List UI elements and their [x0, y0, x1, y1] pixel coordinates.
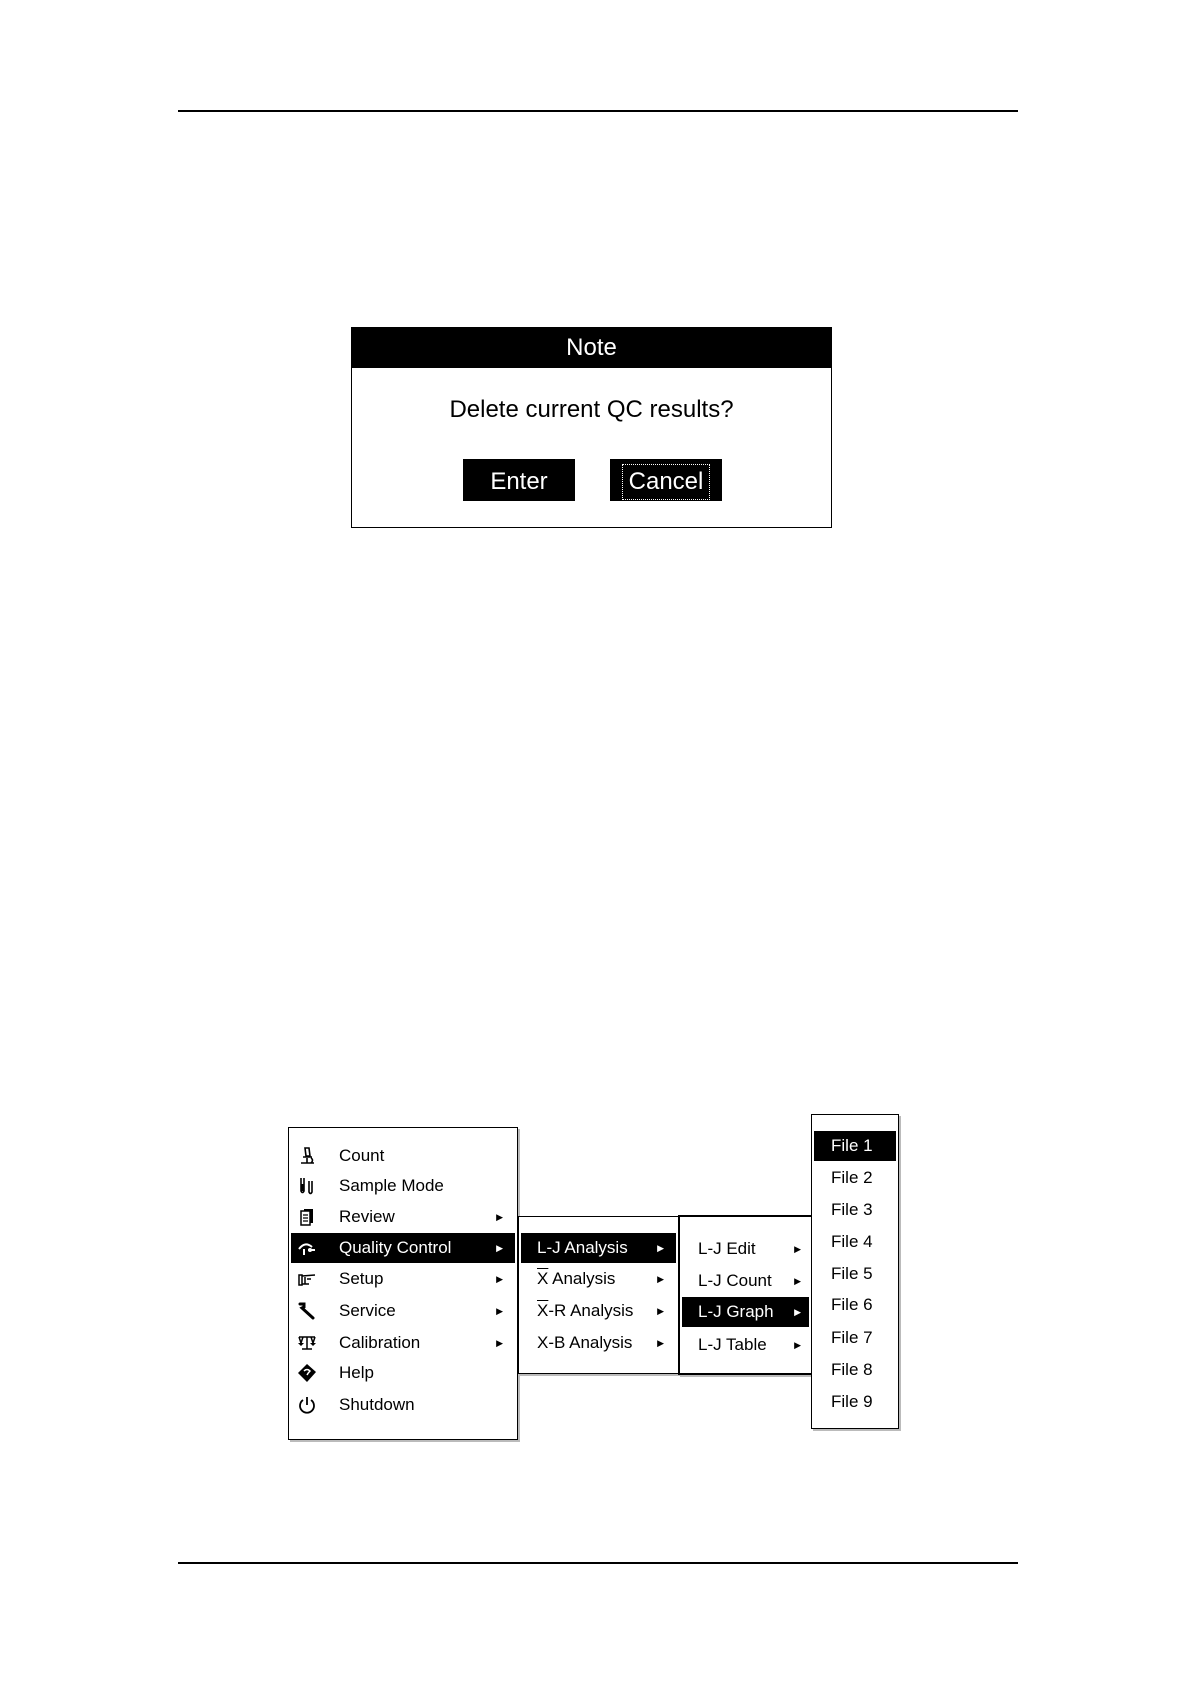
menu-item-count[interactable]	[291, 1141, 515, 1171]
menu-item-label: Sample Mode	[339, 1176, 444, 1195]
menu-item-label: File 2	[831, 1168, 873, 1187]
menu-item-label: Calibration	[339, 1333, 421, 1352]
menu-item-label: Setup	[339, 1269, 384, 1288]
menu-item-file[interactable]	[814, 1387, 896, 1417]
menu-item-help[interactable]	[291, 1358, 515, 1388]
menu-item-lj-table[interactable]	[682, 1330, 809, 1360]
menu-item-file[interactable]	[814, 1227, 896, 1257]
main-menu	[288, 1127, 518, 1440]
menu-item-label: L-J Count	[698, 1271, 772, 1290]
menu-item-label: Help	[339, 1363, 374, 1382]
dialog-title: Note	[352, 328, 831, 368]
menu-item-label: File 3	[831, 1200, 873, 1219]
menu-item-file[interactable]	[814, 1131, 896, 1161]
menu-item-label: Review	[339, 1207, 395, 1226]
menu-item-shutdown[interactable]	[291, 1390, 515, 1420]
menu-item-label: $\overline{X}$ Analysis	[537, 1269, 616, 1288]
submenu-arrow-icon: ▶	[496, 1243, 503, 1253]
menu-item-file[interactable]	[814, 1355, 896, 1385]
menu-item-label: L-J Analysis	[537, 1238, 628, 1257]
qc-submenu	[518, 1216, 679, 1374]
submenu-arrow-icon: ▶	[496, 1306, 503, 1316]
submenu-arrow-icon: ▶	[657, 1306, 664, 1316]
menu-item-x-analysis[interactable]	[521, 1264, 676, 1294]
menu-item-label: L-J Graph	[698, 1302, 774, 1321]
menu-item-sample-mode[interactable]	[291, 1171, 515, 1201]
submenu-arrow-icon: ▶	[794, 1244, 801, 1254]
menu-item-calibration[interactable]	[291, 1328, 515, 1358]
cancel-button-label: Cancel	[622, 464, 711, 500]
submenu-arrow-icon: ▶	[794, 1340, 801, 1350]
submenu-arrow-icon: ▶	[657, 1274, 664, 1284]
help-book-icon	[297, 1363, 317, 1383]
submenu-arrow-icon: ▶	[496, 1212, 503, 1222]
menu-item-file[interactable]	[814, 1163, 896, 1193]
menu-item-label: File 1	[831, 1136, 873, 1155]
menu-item-label: File 4	[831, 1232, 873, 1251]
menu-item-file[interactable]	[814, 1323, 896, 1353]
note-dialog	[351, 327, 832, 528]
submenu-arrow-icon: ▶	[794, 1307, 801, 1317]
quality-control-icon	[297, 1238, 317, 1258]
menu-item-review[interactable]	[291, 1202, 515, 1232]
menu-item-file[interactable]	[814, 1290, 896, 1320]
submenu-arrow-icon: ▶	[657, 1243, 664, 1253]
menu-item-label: File 9	[831, 1392, 873, 1411]
balance-scale-icon	[297, 1333, 317, 1353]
file-submenu	[811, 1114, 899, 1429]
menu-item-label: X-B Analysis	[537, 1333, 633, 1352]
menu-item-label: File 6	[831, 1295, 873, 1314]
menu-item-label: Service	[339, 1301, 396, 1320]
menu-item-lj-count[interactable]	[682, 1266, 809, 1296]
menu-item-file[interactable]	[814, 1195, 896, 1225]
lj-submenu	[678, 1215, 813, 1375]
menu-item-quality-control[interactable]	[291, 1233, 515, 1263]
microscope-icon	[297, 1146, 317, 1166]
pointing-hand-icon	[297, 1269, 317, 1289]
wrench-icon	[297, 1301, 317, 1321]
menu-item-label: File 8	[831, 1360, 873, 1379]
header-rule	[178, 110, 1018, 112]
enter-button[interactable]: Enter	[463, 459, 575, 501]
document-stack-icon	[297, 1207, 317, 1227]
menu-item-label: $\overline{X}-R$ Analysis	[537, 1301, 634, 1320]
cancel-button[interactable]	[610, 459, 722, 501]
menu-item-label: File 7	[831, 1328, 873, 1347]
menu-item-lj-graph[interactable]	[682, 1297, 809, 1327]
menu-item-label: L-J Edit	[698, 1239, 756, 1258]
menu-item-file[interactable]	[814, 1259, 896, 1289]
submenu-arrow-icon: ▶	[657, 1338, 664, 1348]
menu-item-lj-edit[interactable]	[682, 1234, 809, 1264]
menu-item-label: File 5	[831, 1264, 873, 1283]
footer-rule	[178, 1562, 1018, 1564]
menu-item-xr-analysis[interactable]	[521, 1296, 676, 1326]
power-icon	[297, 1395, 317, 1415]
menu-item-lj-analysis[interactable]	[521, 1233, 676, 1263]
submenu-arrow-icon: ▶	[496, 1338, 503, 1348]
dialog-message: Delete current QC results?	[449, 396, 734, 423]
menu-item-setup[interactable]	[291, 1264, 515, 1294]
menu-item-service[interactable]	[291, 1296, 515, 1326]
menu-item-label: Count	[339, 1146, 385, 1165]
submenu-arrow-icon: ▶	[496, 1274, 503, 1284]
menu-item-label: Quality Control	[339, 1238, 452, 1257]
test-tube-icon	[297, 1176, 317, 1196]
menu-item-label: Shutdown	[339, 1395, 415, 1414]
menu-item-label: L-J Table	[698, 1335, 767, 1354]
menu-item-xb-analysis[interactable]	[521, 1328, 676, 1358]
submenu-arrow-icon: ▶	[794, 1276, 801, 1286]
